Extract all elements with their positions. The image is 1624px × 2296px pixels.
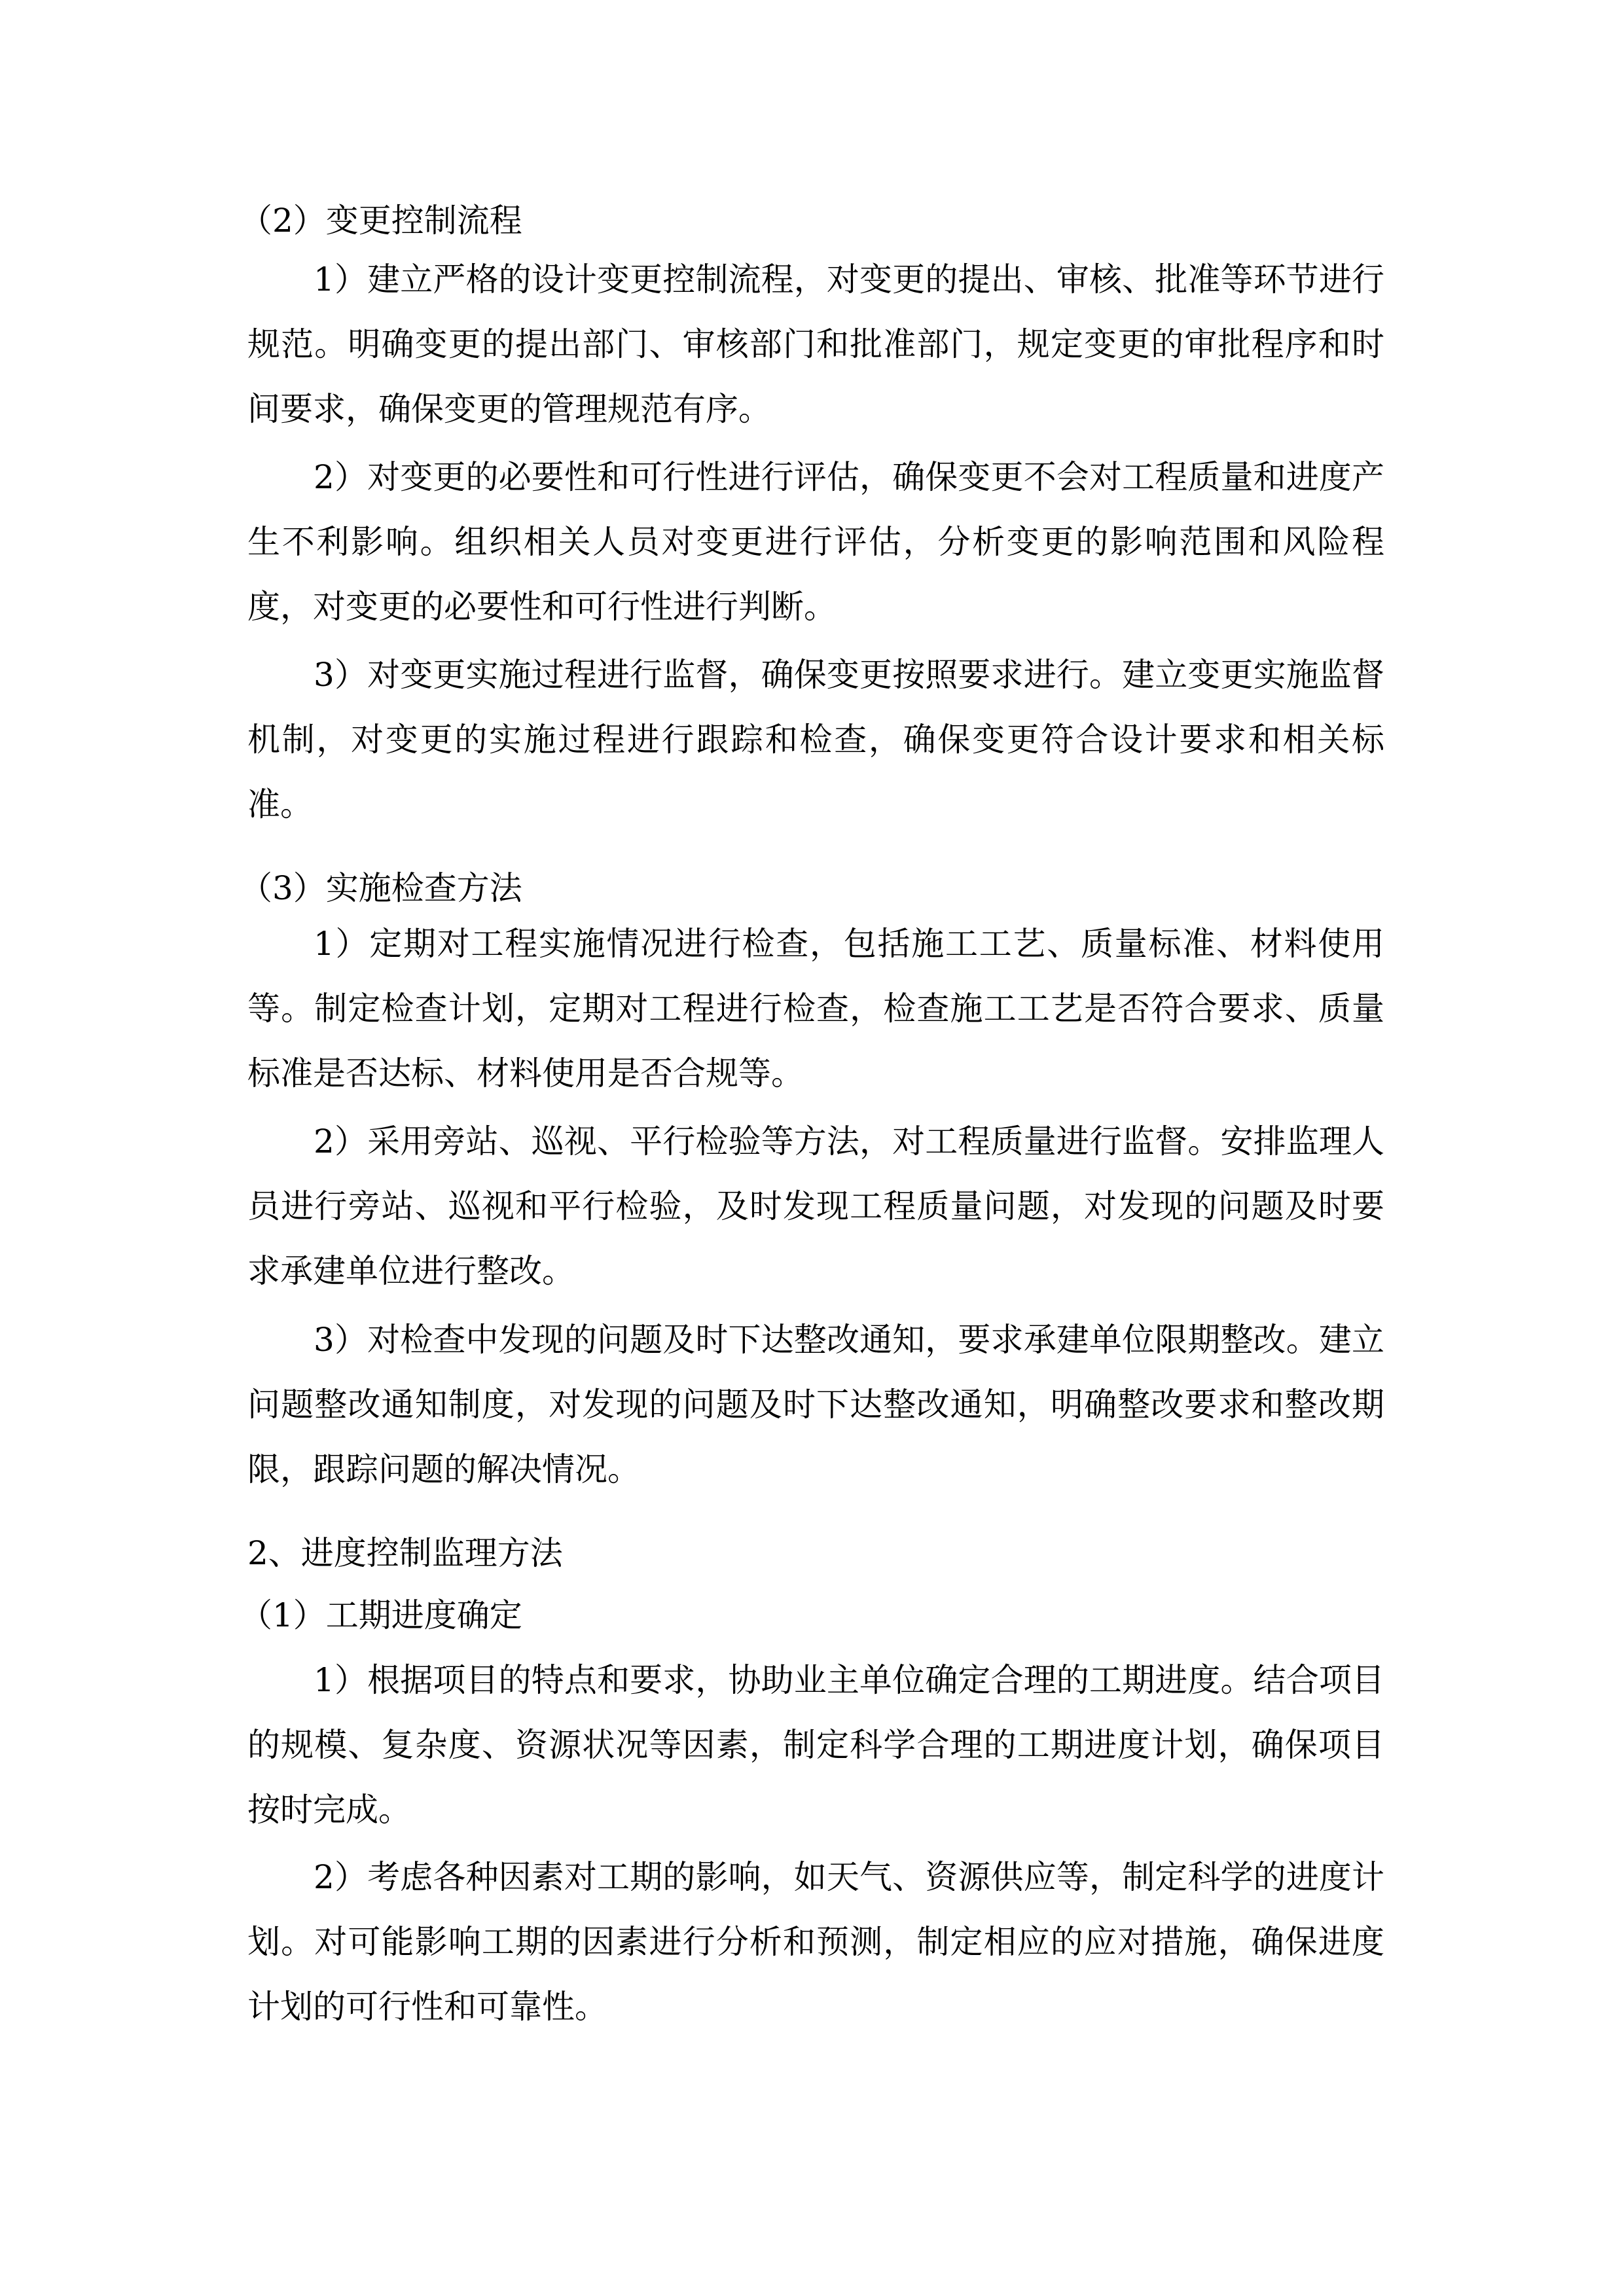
paragraph-line: 1）定期对工程实施情况进行检查，包括施工工艺、质量标准、材料使用 — [314, 925, 1384, 963]
paragraph-line: 3）对检查中发现的问题及时下达整改通知，要求承建单位限期整改。建立 — [314, 1321, 1384, 1359]
heading-text: （1）工期进度确定 — [240, 1596, 522, 1634]
paragraph — [247, 247, 1384, 442]
section-heading — [240, 188, 1377, 253]
paragraph-line: 等。制定检查计划，定期对工程进行检查，检查施工工艺是否符合要求、质量 — [247, 990, 1384, 1028]
paragraph-line: 标准是否达标、材料使用是否合规等。 — [247, 1054, 804, 1092]
section-heading — [240, 1583, 1377, 1648]
paragraph-line: 1）根据项目的特点和要求，协助业主单位确定合理的工期进度。结合项目 — [314, 1661, 1384, 1699]
paragraph-line: 2）对变更的必要性和可行性进行评估，确保变更不会对工程质量和进度产 — [314, 458, 1384, 496]
paragraph-line: 3）对变更实施过程进行监督，确保变更按照要求进行。建立变更实施监督 — [314, 656, 1384, 694]
paragraph-line: 规范。明确变更的提出部门、审核部门和批准部门，规定变更的审批程序和时 — [247, 325, 1384, 363]
heading-text: （3）实施检查方法 — [240, 869, 522, 907]
paragraph-line: 员进行旁站、巡视和平行检验，及时发现工程质量问题，对发现的问题及时要 — [247, 1187, 1384, 1225]
paragraph-line: 度，对变更的必要性和可行性进行判断。 — [247, 588, 837, 626]
paragraph — [247, 445, 1384, 639]
paragraph-line: 限，跟踪问题的解决情况。 — [247, 1450, 640, 1488]
paragraph-line: 划。对可能影响工期的因素进行分析和预测，制定相应的应对措施，确保进度 — [247, 1923, 1384, 1961]
paragraph — [247, 1648, 1384, 1842]
paragraph-line: 按时完成。 — [247, 1791, 411, 1829]
paragraph-line: 求承建单位进行整改。 — [247, 1252, 575, 1290]
paragraph-line: 的规模、复杂度、资源状况等因素，制定科学合理的工期进度计划，确保项目 — [247, 1726, 1384, 1764]
paragraph-line: 生不利影响。组织相关人员对变更进行评估，分析变更的影响范围和风险程 — [247, 523, 1384, 561]
paragraph-line: 1）建立严格的设计变更控制流程，对变更的提出、审核、批准等环节进行 — [314, 260, 1384, 298]
paragraph-line: 计划的可行性和可靠性。 — [247, 1988, 607, 2026]
section-heading — [247, 1521, 1384, 1586]
paragraph-line: 问题整改通知制度，对发现的问题及时下达整改通知，明确整改要求和整改期 — [247, 1386, 1384, 1424]
heading-text: 2、进度控制监理方法 — [247, 1534, 563, 1572]
paragraph — [247, 912, 1384, 1106]
paragraph-line: 机制，对变更的实施过程进行跟踪和检查，确保变更符合设计要求和相关标 — [247, 721, 1384, 759]
paragraph — [247, 643, 1384, 837]
paragraph-line: 2）采用旁站、巡视、平行检验等方法，对工程质量进行监督。安排监理人 — [314, 1122, 1384, 1160]
paragraph-line: 准。 — [247, 785, 313, 823]
paragraph — [247, 1845, 1384, 2039]
paragraph-line: 2）考虑各种因素对工期的影响，如天气、资源供应等，制定科学的进度计 — [314, 1858, 1384, 1896]
paragraph — [247, 1109, 1384, 1304]
paragraph — [247, 1308, 1384, 1502]
paragraph-line: 间要求，确保变更的管理规范有序。 — [247, 390, 771, 428]
heading-text: （2）变更控制流程 — [240, 202, 522, 240]
